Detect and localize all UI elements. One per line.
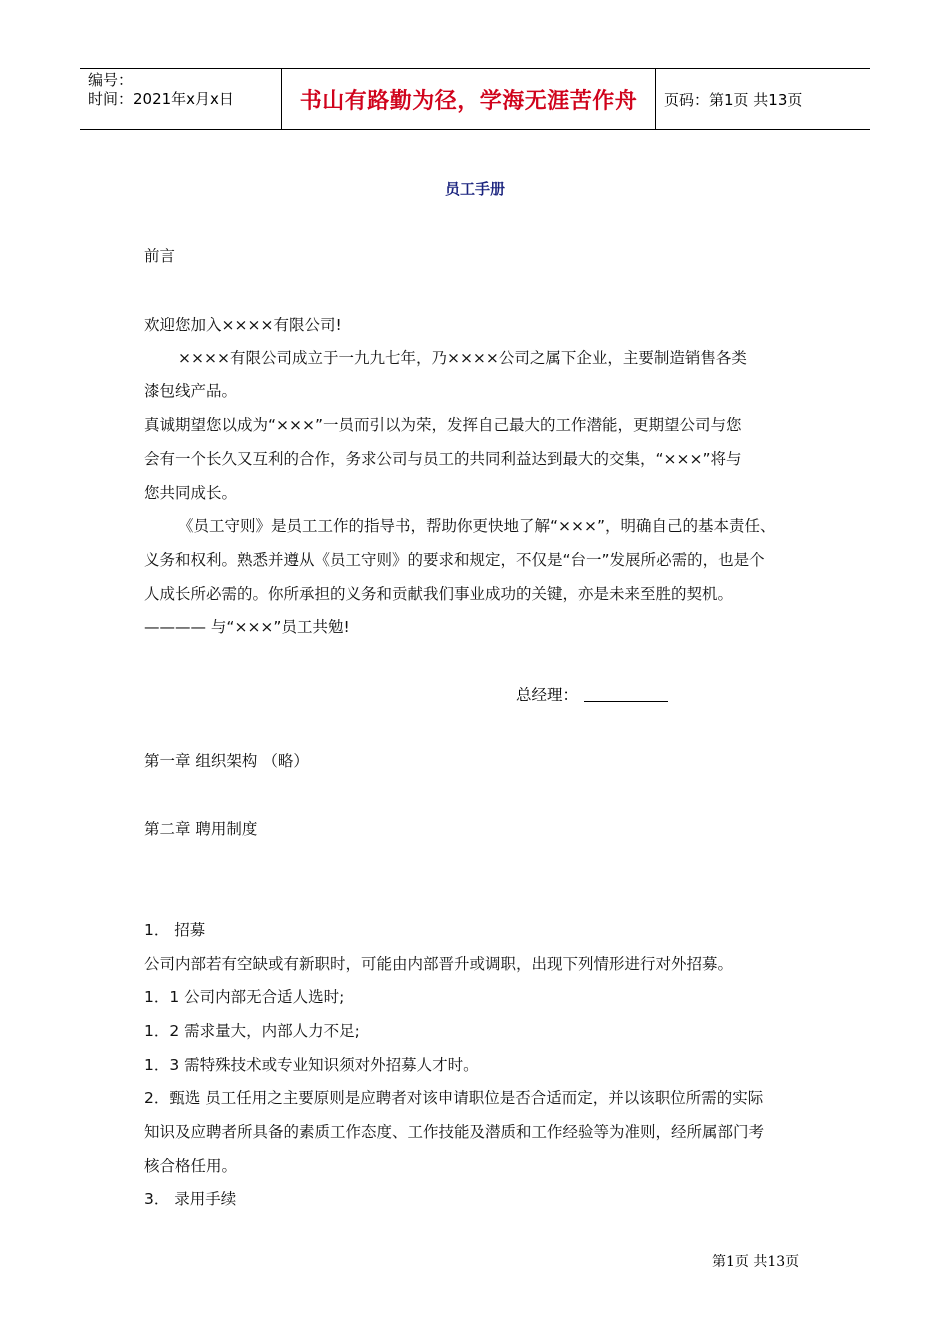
paragraph-line: 知识及应聘者所具备的素质工作态度、工作技能及潜质和工作经验等为准则，经所属部门考 — [144, 1123, 765, 1141]
paragraph-line: 真诚期望您以成为“×××”一员而引以为荣，发挥自己最大的工作潜能，更期望公司与您 — [144, 416, 742, 434]
paragraph-line: 2．甄选 员工任用之主要原则是应聘者对该申请职位是否合适而定，并以该职位所需的实际 — [144, 1089, 764, 1107]
number-label: 编号： — [88, 71, 134, 89]
chapter-heading: 第二章 聘用制度 — [144, 820, 258, 838]
header-left-cell — [80, 69, 282, 129]
section-heading: 1． 招募 — [144, 921, 206, 939]
paragraph-line: ××××有限公司成立于一九九七年，乃××××公司之属下企业，主要制造销售各类 — [178, 349, 747, 367]
paragraph-line: 核合格任用。 — [144, 1157, 238, 1175]
welcome-line: 欢迎您加入××××有限公司! — [144, 316, 342, 334]
closing-line: ———— 与“×××”员工共勉! — [144, 618, 350, 636]
paragraph-line: 会有一个长久又互利的合作，务求公司与员工的共同利益达到最大的交集，“×××”将与 — [144, 450, 742, 468]
time-label: 时间：2021年x月x日 — [88, 90, 234, 108]
header-table — [80, 68, 870, 130]
paragraph-line: 人成长所必需的。你所承担的义务和贡献我们事业成功的关键，亦是未来至胜的契机。 — [144, 585, 734, 603]
list-item: 1．3 需特殊技术或专业知识须对外招募人才时。 — [144, 1056, 479, 1074]
section-heading: 3． 录用手续 — [144, 1190, 237, 1208]
list-item: 1．1 公司内部无合适人选时; — [144, 988, 345, 1006]
paragraph-line: 义务和权利。熟悉并遵从《员工守则》的要求和规定，不仅是“台一”发展所必需的，也是个 — [144, 551, 765, 569]
paragraph-line: 您共同成长。 — [144, 484, 238, 502]
page-footer: 第1页 共13页 — [712, 1254, 800, 1270]
header-motto: 书山有路勤为径，学海无涯苦作舟 — [282, 69, 656, 129]
signature-blank — [584, 701, 668, 702]
document-title: 员工手册 — [444, 180, 505, 198]
list-item: 1．2 需求量大，内部人力不足; — [144, 1022, 360, 1040]
paragraph-line: 《员工守则》是员工工作的指导书，帮助你更快地了解“×××”，明确自己的基本责任、 — [178, 517, 776, 535]
chapter-heading: 第一章 组织架构 （略） — [144, 752, 309, 770]
paragraph-line: 漆包线产品。 — [144, 382, 238, 400]
signature-line — [516, 683, 668, 705]
preface-heading: 前言 — [144, 247, 176, 265]
paragraph-line: 公司内部若有空缺或有新职时，可能由内部晋升或调职，出现下列情形进行对外招募。 — [144, 955, 734, 973]
signature-label: 总经理： — [516, 686, 579, 704]
header-page-info: 页码：第1页 共13页 — [664, 90, 803, 109]
